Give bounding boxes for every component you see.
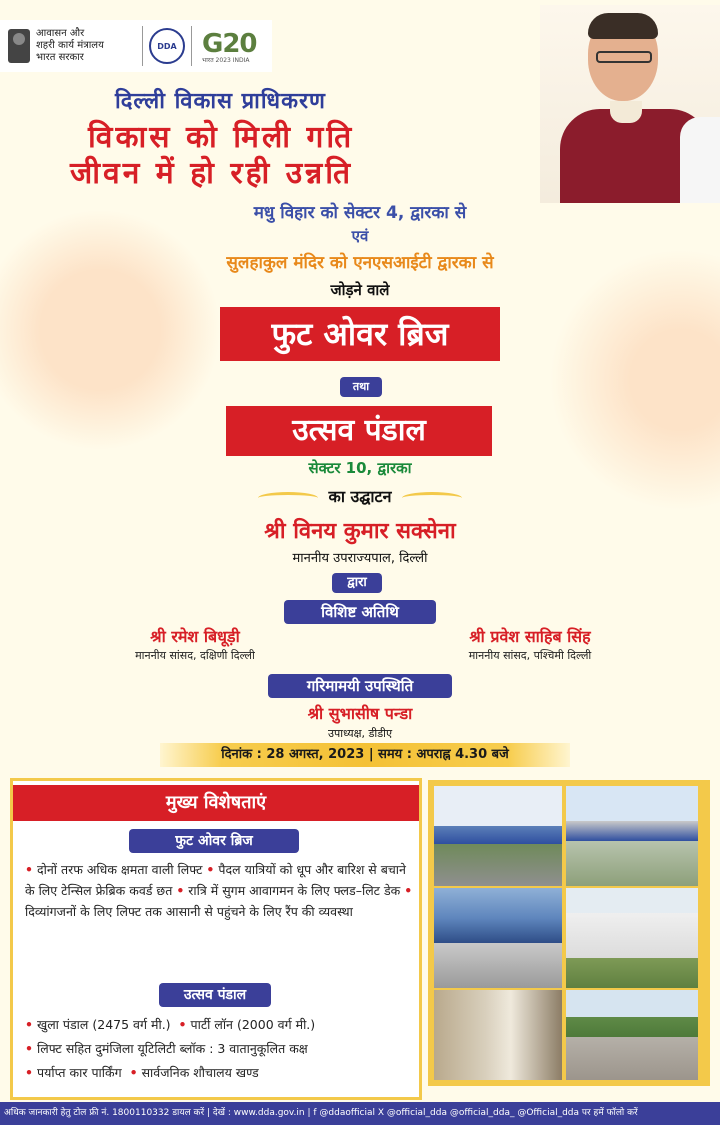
bullet-icon: • (25, 862, 33, 877)
bullet-icon: • (129, 1065, 138, 1080)
pandal-row-3 (25, 1061, 413, 1085)
features-box (10, 778, 422, 1100)
presence-pill: गरिमामयी उपस्थिति (268, 674, 452, 698)
bullet-icon: • (25, 1041, 33, 1056)
guest-1-name: श्री रमेश बिधूड़ी (150, 627, 240, 646)
fob-feature-1: दोनों तरफ अधिक क्षमता वाली लिफ्ट (36, 862, 203, 877)
national-emblem-icon (8, 29, 30, 63)
ornament-right-icon (402, 492, 462, 504)
fob-features (25, 859, 413, 922)
connecting-text: जोड़ने वाले (330, 281, 390, 299)
bullet-icon: • (404, 883, 413, 898)
photo-pandal-2 (434, 990, 562, 1080)
fob-feature-2: पैदल यात्रियों को धूप और बारिश से बचाने के लिए टेन्सिल फ्रेब्रिक कवर्ड छत (25, 862, 406, 898)
photo-utility-block (566, 888, 698, 988)
project-pandal-banner: उत्सव पंडाल (226, 406, 492, 456)
presence-name: श्री सुभासीष पन्डा (307, 704, 413, 723)
g20-logo (202, 29, 257, 64)
g20-tagline: भारत 2023 INDIA (202, 56, 250, 64)
pandal-row-1 (25, 1013, 413, 1037)
chief-guest-title: माननीय उपराज्यपाल, दिल्ली (292, 551, 428, 566)
divider (191, 26, 192, 66)
pandal-features (25, 1013, 413, 1085)
photo-pandal-1 (434, 888, 562, 988)
ministry-line-2: शहरी कार्य मंत्रालय (36, 40, 104, 51)
presence-title: उपाध्यक्ष, डीडीए (327, 727, 393, 740)
date-time-bar: दिनांक : 28 अगस्त, 2023 | समय : अपराह्न 4.30 बजे (160, 743, 570, 767)
pandal-label: उत्सव पंडाल (159, 983, 271, 1007)
logo-strip (0, 20, 272, 72)
g20-text: G20 (202, 28, 257, 59)
project-fob-banner: फुट ओवर ब्रिज (220, 307, 500, 361)
pandal-feature-5: सार्वजनिक शौचालय खण्ड (141, 1065, 259, 1080)
pandal-feature-2: पार्टी लॉन (2000 वर्ग मी.) (190, 1017, 316, 1032)
guest-2-name: श्री प्रवेश साहिब सिंह (469, 627, 591, 646)
bullet-icon: • (25, 1065, 33, 1080)
footer-bar: अधिक जानकारी हेतु टोल फ्री नं. 1800110332 डायल करें | देखें : www.dda.gov.in | f @ddaofficial X @official_dda @official_dda_ @Official_dda पर हमें फॉलो करें (0, 1102, 720, 1125)
fob-label: फुट ओवर ब्रिज (129, 829, 299, 853)
fob-feature-4: दिव्यांगजनों के लिए लिफ्ट तक आसानी से पहुंचने के लिए रैंप की व्यवस्था (25, 904, 353, 919)
conjunction-and: एवं (351, 227, 369, 245)
bullet-icon: • (25, 1017, 33, 1032)
photo-lawn (566, 990, 698, 1080)
guest-1-title: माननीय सांसद, दक्षिणी दिल्ली (135, 649, 255, 662)
by-pill: द्वारा (332, 573, 382, 593)
route-line-2: सुलहाकुल मंदिर को एनएसआईटी द्वारका से (226, 253, 494, 273)
and-pill: तथा (340, 377, 382, 397)
slogan-line-1: विकास को मिली गति (88, 120, 355, 155)
special-guests-pill: विशिष्ट अतिथि (284, 600, 436, 624)
slogan-line-2: जीवन में हो रही उन्नति (70, 156, 354, 191)
pandal-feature-4: पर्याप्त कार पार्किंग (36, 1065, 122, 1080)
pandal-feature-1: खुला पंडाल (2475 वर्ग मी.) (36, 1017, 171, 1032)
pandal-row-2 (25, 1037, 413, 1061)
photo-collage (428, 780, 710, 1086)
ministry-line-1: आवासन और (36, 28, 85, 39)
portrait-glasses (596, 51, 652, 63)
divider (142, 26, 143, 66)
ministry-line-3: भारत सरकार (36, 52, 84, 63)
guest-2-title: माननीय सांसद, पश्चिमी दिल्ली (468, 649, 592, 662)
photo-bridge-2 (566, 786, 698, 886)
portrait-shirt (680, 117, 720, 203)
pandal-feature-3: लिफ्ट सहित दुमंजिला यूटिलिटी ब्लॉक : 3 वातानुकूलित कक्ष (36, 1041, 308, 1056)
portrait-hair (588, 13, 658, 39)
bullet-icon: • (206, 862, 215, 877)
portrait-photo (540, 5, 720, 203)
inauguration-text: का उद्घाटन (328, 487, 392, 506)
org-name: दिल्ली विकास प्राधिकरण (115, 89, 326, 114)
bullet-icon: • (176, 883, 185, 898)
chief-guest-name: श्री विनय कुमार सक्सेना (264, 519, 456, 544)
fob-feature-3: रात्रि में सुगम आवागमन के लिए फ्लड–लिट डेक (188, 883, 401, 898)
bullet-icon: • (178, 1017, 187, 1032)
portrait-neck (610, 101, 642, 123)
photo-bridge-1 (434, 786, 562, 886)
dda-logo: DDA (149, 28, 185, 64)
route-line-1: मधु विहार को सेक्टर 4, द्वारका से (253, 203, 467, 223)
ministry-name (36, 28, 136, 64)
location-text: सेक्टर 10, द्वारका (308, 459, 412, 477)
features-title: मुख्य विशेषताएं (13, 785, 419, 821)
